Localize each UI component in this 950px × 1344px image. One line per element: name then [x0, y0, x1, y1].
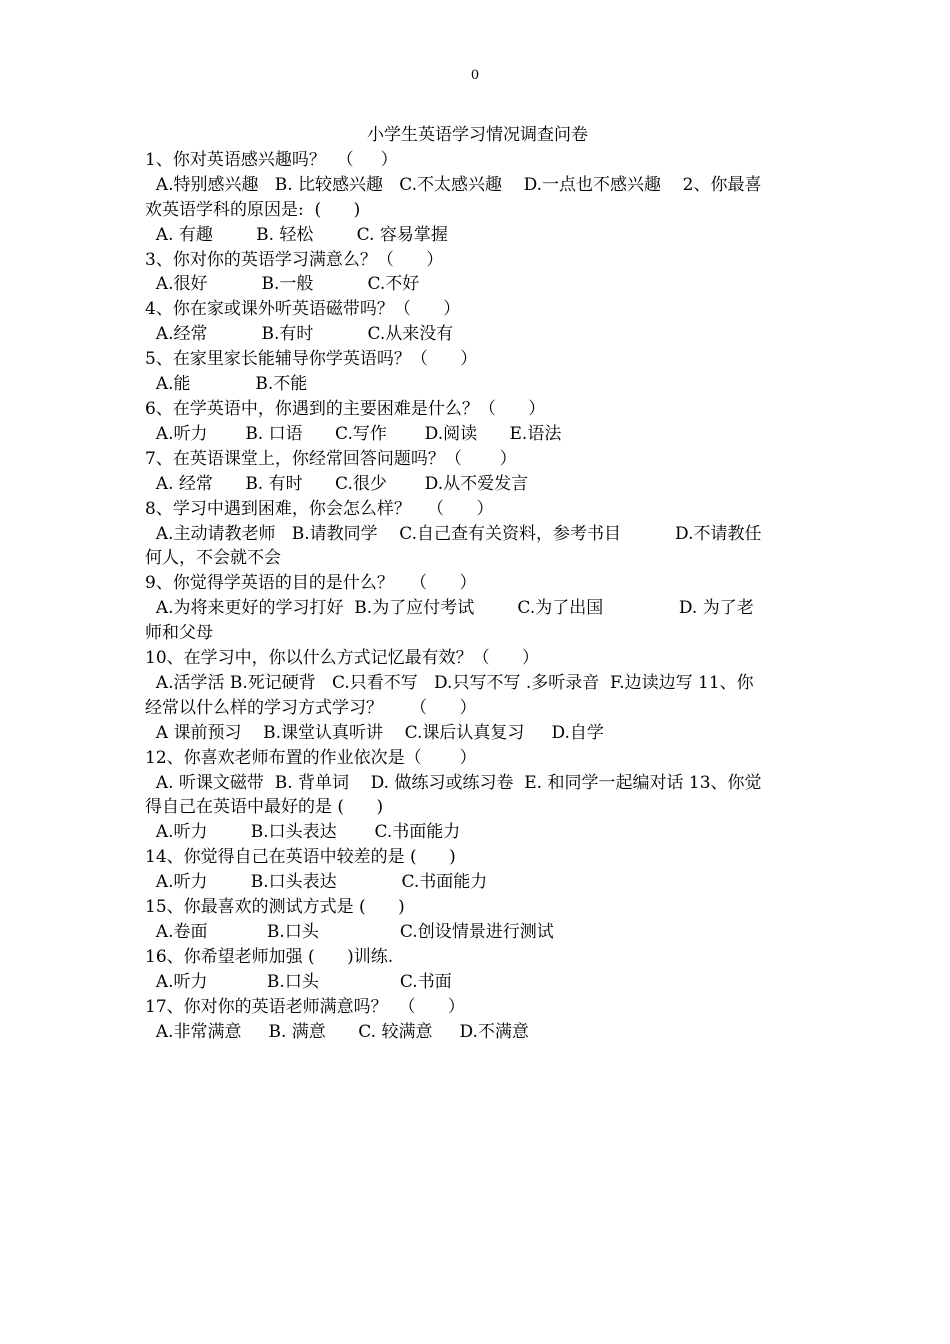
text-line: A.听力 B.口头表达 C.书面能力 — [145, 822, 461, 843]
text-line: A.活学活 B.死记硬背 C.只看不写 D.只写不写 .多听录音 F.边读边写 11、你 — [145, 672, 754, 693]
text-line: 16、你希望老师加强 ( )训练. — [145, 946, 394, 967]
text-line: 经常以什么样的学习方式学习？ （ ） — [145, 697, 477, 718]
text-line: 得自己在英语中最好的是 ( ) — [145, 797, 384, 818]
text-line: A.听力 B.口头 C.书面 — [145, 971, 452, 992]
text-line: 1、你对英语感兴趣吗？ （ ） — [145, 149, 398, 170]
text-line: A.很好 B.一般 C.不好 — [145, 274, 420, 295]
text-line: 10、在学习中，你以什么方式记忆最有效？（ ） — [145, 648, 540, 669]
text-line: 12、你喜欢老师布置的作业依次是（ ） — [145, 747, 477, 768]
text-line: A.为将来更好的学习打好 B.为了应付考试 C.为了出国 D. 为了老 — [145, 598, 754, 619]
text-line: A.听力 B.口头表达 C.书面能力 — [145, 872, 488, 893]
document-body — [145, 123, 810, 1045]
text-line: 14、你觉得自己在英语中较差的是 ( ) — [145, 847, 456, 868]
text-line: A.能 B.不能 — [145, 374, 308, 395]
text-line: 欢英语学科的原因是: ( ) — [145, 199, 361, 220]
text-line: A. 经常 B. 有时 C.很少 D.从不爱发言 — [145, 473, 529, 494]
text-line: A.卷面 B.口头 C.创设情景进行测试 — [145, 922, 554, 942]
text-line: A. 听课文磁带 B. 背单词 D. 做练习或练习卷 E. 和同学一起编对话 13、你觉 — [145, 772, 762, 793]
text-line: 3、你对你的英语学习满意么？（ ） — [145, 249, 444, 270]
text-line: A.经常 B.有时 C.从来没有 — [145, 324, 454, 345]
document-title: 小学生英语学习情况调查问卷 — [367, 125, 588, 145]
text-line: A. 有趣 B. 轻松 C. 容易掌握 — [145, 224, 448, 245]
text-line: 15、你最喜欢的测试方式是 ( ) — [145, 897, 405, 918]
page-number: 0 — [470, 68, 480, 83]
text-line: 7、在英语课堂上，你经常回答问题吗？（ ） — [145, 448, 517, 469]
text-line: 师和父母 — [145, 623, 213, 644]
question-list — [145, 148, 810, 1045]
text-line: 4、你在家或课外听英语磁带吗？（ ） — [145, 299, 461, 320]
text-line: A.特别感兴趣 B. 比较感兴趣 C.不太感兴趣 D.一点也不感兴趣 2、你最喜 — [145, 174, 762, 195]
text-line: 8、学习中遇到困难，你会怎么样？ （ ） — [145, 498, 494, 519]
text-line: A.听力 B. 口语 C.写作 D.阅读 E.语法 — [145, 423, 562, 444]
text-line: 何人，不会就不会 — [145, 548, 281, 569]
text-line: 6、在学英语中，你遇到的主要困难是什么？（ ） — [145, 398, 546, 419]
text-line: A.主动请教老师 B.请教同学 C.自己查有关资料，参考书目 D.不请教任 — [145, 523, 762, 544]
text-line: A 课前预习 B.课堂认真听讲 C.课后认真复习 D.自学 — [145, 722, 604, 743]
text-line: 9、你觉得学英语的目的是什么？ （ ） — [145, 573, 477, 594]
text-line: A.非常满意 B. 满意 C. 较满意 D.不满意 — [145, 1021, 529, 1042]
text-line: 5、在家里家长能辅导你学英语吗？（ ） — [145, 349, 478, 370]
text-line: 17、你对你的英语老师满意吗？ （ ） — [145, 996, 465, 1017]
